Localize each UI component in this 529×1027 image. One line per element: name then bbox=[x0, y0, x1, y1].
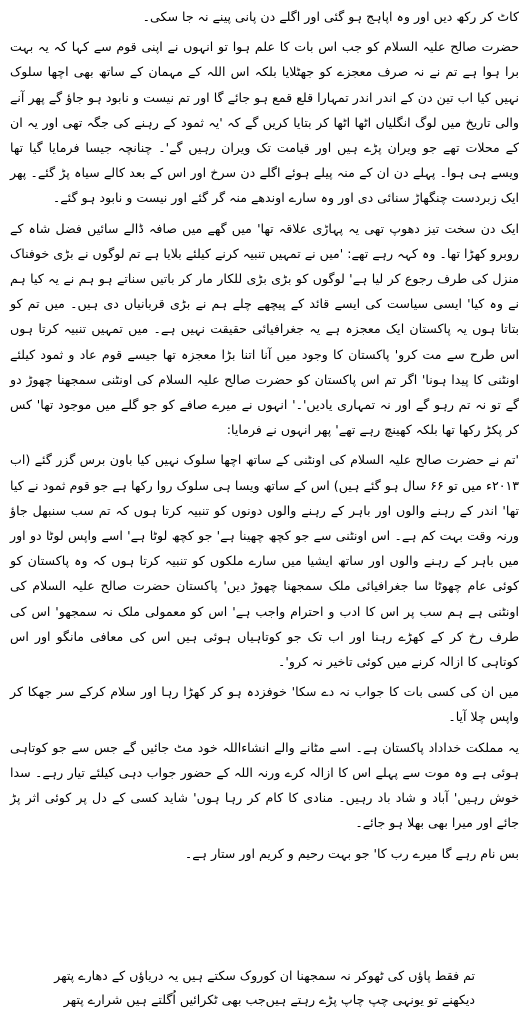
paragraph-return: میں ان کی کسی بات کا جواب نہ دے سکا' خوفزدہ ہو کر کھڑا رہا اور سلام کرکے سر جھکا کر واپس چلا آیا۔ bbox=[10, 684, 519, 725]
paragraph-quote: 'تم نے حضرت صالح علیہ السلام کی اونٹنی کے ساتھ اچھا سلوک نہیں کیا باون برس گزر گئے (اب ۲۰۱۳ء میں تو ۶۶ سال ہو گئے ہیں) اس کے ساتھ ویسا ہی سلوک روا رکھا ہے جو قوم ثمود نے کیا تھا' اندر کے رہنے والوں اور باہر کے رہنے والوں دونوں کو تنبیہ کرتا ہوں کہ تم سب سنبھل جاؤ ورنہ وقت بہت کم ہے۔ اس اونٹنی سے جو کچھ چھینا ہے' جو کچھ لوٹا ہے' اسے واپس لوٹا دو اور میں باہر کے رہنے والوں اور ساتھ ایشیا میں سارے ملکوں کو تنبیہ کرتا ہوں کہ وہ پاکستان کو کوئی عام چھوٹا سا جغرافیائی ملک سمجھنا چھوڑ دیں' پاکستان حضرت صالح علیہ السلام کی اونٹنی ہے ہم سب پر اس کا ادب و احترام واجب ہے' اس کو معمولی ملک نہ سمجھو' اس کی طرف رخ کر کے کھڑے رہنا اور اب تک جو کوتاہیاں ہوئی ہیں اس کی معافی مانگو اور اس کوتاہی کا ازالہ کرنے میں کوئی تاخیر نہ کرو'۔ bbox=[10, 452, 520, 670]
paragraph-salih-warning: حضرت صالح علیہ السلام کو جب اس بات کا علم ہوا تو انہوں نے اپنی قوم سے کہا کہ یہ بہت برا ہوا ہے تم نے نہ صرف معجزے کو جھٹلایا بلکہ اس اللہ کے مہمان کے ساتھ بھی اچھا سلوک نہیں کیا اب تین دن کے اندر اندر تمہارا قلع قمع ہو جائے گا اور تم نیست و نابود ہو جاؤ گے پھر آنے والی تاریخ میں لوگ انگلیاں اٹھا اٹھا کر بتایا کریں گے کہ 'یہ ثمود کے رہنے کی جگہ تھی اور یہ ان کے محلات تھے جو ویران پڑے ہیں اور قیامت تک ویران رہیں گے'۔ چنانچہ جیسا فرمایا گیا تھا ویسے ہی ہوا۔ پہلے دن ان کے منہ پیلے ہوئے اگلے دن سرخ اور اس کے بعد کالے سیاہ پڑ گئے۔ پھر ایک زبردست چنگھاڑ سنائی دی اور وہ سارے اوندھے منہ گر گئے اور نیست و نابود ہو گئے۔ bbox=[10, 39, 519, 206]
poem-couplet bbox=[0, 964, 521, 1012]
poem-line-second-hemistich: جب بھی ٹکرائیں اُگلتے ہیں شرارے پتھر bbox=[63, 992, 266, 1007]
paragraph-intro-tail: کاٹ کر رکھ دیں اور وہ اپاہج ہو گئی اور اگلے دن پانی پینے نہ جا سکی۔ bbox=[142, 9, 519, 24]
paragraph-pakistan: یہ مملکت خداداد پاکستان ہے۔ اسے مٹانے والے انشاءاللہ خود مٹ جائیں گے جس سے جو کوتاہی ہوئی ہے وہ موت سے پہلے اس کا ازالہ کرے ورنہ اللہ کے حضور جواب دہی کیلئے تیار رہے۔ سدا خوش رہیں' آباد و شاد باد رہیں۔ منادی کا کام کر رہا ہوں' شاید کسی کے دل پر کوئی اثر پڑ جائے اور میرا بھی بھلا ہو جائے۔ bbox=[10, 739, 519, 831]
poem-line-second-hemistich: روک سکتے ہیں یہ دریاؤں کے دھارے پتھر bbox=[54, 968, 264, 983]
paragraph-closing: بس نام رہے گا میرے رب کا' جو بہت رحیم و کریم اور ستار ہے۔ bbox=[184, 845, 519, 861]
poem-line-first-hemistich: دیکھنے تو یونہی چپ چاپ پڑے رہتے ہیں bbox=[265, 992, 475, 1007]
paragraph-sain-fazal-shah: ایک دن سخت تیز دھوپ تھی یہ پہاڑی علاقہ تھا' میں گھے میں صافہ ڈالے سائیں فضل شاہ کے روبرو کھڑا تھا۔ وہ کہہ رہے تھے: 'میں نے تمہیں تنبیہ کرنے کیلئے بلایا ہے تم لوگوں نے بڑی خوفناک منزل کی طرف رجوع کر لیا ہے' لوگوں کو بڑی بڑی للکار مار کر باتیں سناتے ہو ہم نے یہ کیا ہم نے وہ کیا' ایسی سیاست کی ایسے قائد کے پیچھے چلے ہم نے بڑی قربانیاں دی ہیں۔ میں تم کو بتاتا ہوں یہ پاکستان ایک معجزہ ہے یہ جغرافیائی حقیقت نہیں ہے۔ میں تمہیں تنبیہ کرتا ہوں اس طرح سے مت کرو' پاکستان کا وجود میں آنا اتنا بڑا معجزہ تھا جیسے قوم عاد و ثمود کیلئے اونٹنی کا پیدا ہونا' اگر تم اس پاکستان کو حضرت صالح علیہ السلام کی اونٹنی سمجھنا چھوڑ دو گے تو نہ تم رہو گے اور نہ تمہاری یادیں'۔' انہوں نے میرے صافے کو جو گلے میں موجود تھا' کس کر پکڑ رکھا تھا بلکہ کھینچ رہے تھے' پھر انہوں نے فرمایا: bbox=[10, 220, 519, 438]
article-page bbox=[4, 0, 525, 1027]
poem-line-first-hemistich: تم فقط پاؤں کی ٹھوکر نہ سمجھنا ان کو bbox=[263, 968, 475, 983]
poem-line bbox=[0, 964, 521, 988]
poem-line bbox=[0, 988, 521, 1012]
